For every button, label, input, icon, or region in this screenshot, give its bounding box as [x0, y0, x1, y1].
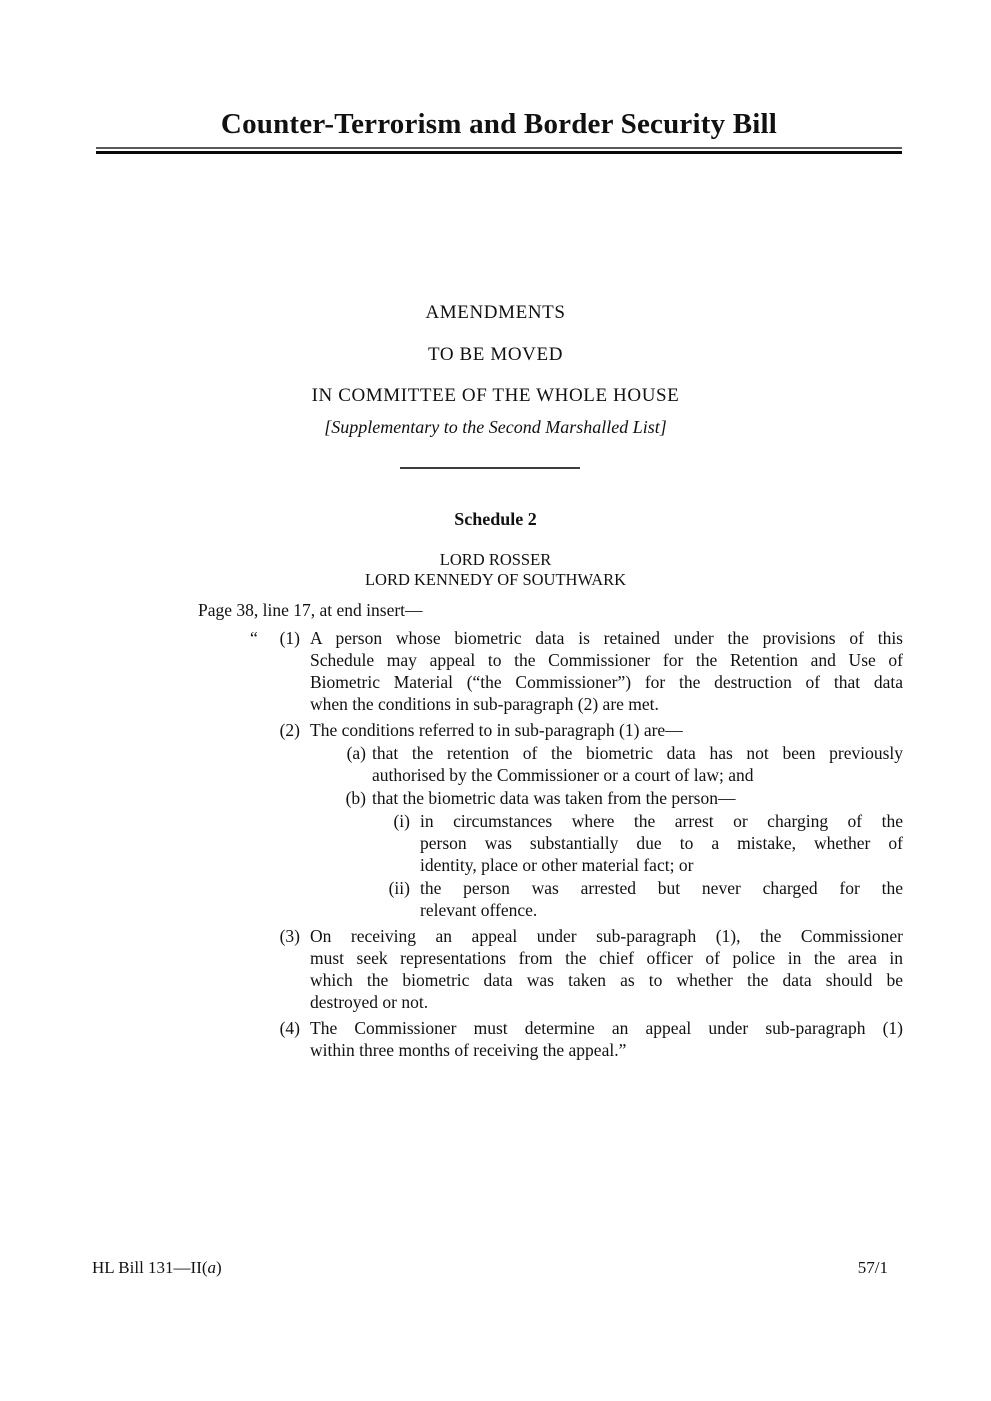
paragraph-line: in circumstances where the arrest or charging of the — [420, 811, 903, 831]
paragraph-line: identity, place or other material fact; or — [420, 855, 694, 875]
paragraph-line: Schedule may appeal to the Commissioner for the Retention and Use of — [310, 650, 903, 670]
paragraph-line: that the biometric data was taken from the person— — [372, 788, 736, 808]
document-title: Counter-Terrorism and Border Security Bill — [220, 108, 778, 140]
footer-bill-number: HL Bill 131—II(a) — [92, 1258, 222, 1277]
footer-serial-number: 57/1 — [857, 1258, 888, 1277]
paragraph-text — [420, 810, 903, 876]
paragraph-text — [372, 742, 903, 786]
paragraph-line: when the conditions in sub-paragraph (2) are met. — [310, 694, 659, 714]
paragraph-text — [420, 877, 903, 921]
paragraph-number: (4) — [279, 1018, 300, 1038]
heading-amendments: AMENDMENTS — [425, 302, 566, 323]
amendment-paragraph-i — [198, 810, 903, 876]
paragraph-line: destroyed or not. — [310, 992, 429, 1012]
paragraph-number: (a) — [346, 743, 366, 763]
paragraph-line: that the retention of the biometric data has not been previously — [372, 743, 903, 763]
paragraph-line: A person whose biometric data is retained under the provisions of this — [310, 628, 903, 648]
paragraph-text — [372, 787, 903, 809]
mover-name: LORD KENNEDY OF SOUTHWARK — [364, 570, 627, 589]
heading-to-be-moved: TO BE MOVED — [427, 344, 564, 365]
page-footer — [92, 1258, 888, 1278]
paragraph-line: person was substantially due to a mistake, whether of — [420, 833, 903, 853]
amendment-paragraph-ii — [198, 877, 903, 921]
heading-marshalled-list-note: [Supplementary to the Second Marshalled List] — [324, 417, 667, 437]
amendment-paragraph-b — [198, 787, 903, 809]
amendment-paragraph-3 — [198, 925, 903, 1013]
paragraph-number: (1) — [279, 628, 300, 648]
amendment-paragraph-1 — [198, 627, 903, 715]
paragraph-line: which the biometric data was taken as to whether the data should be — [310, 970, 903, 990]
heading-committee: IN COMMITTEE OF THE WHOLE HOUSE — [311, 385, 680, 406]
mover-name: LORD ROSSER — [439, 550, 552, 569]
section-separator-rule — [400, 467, 580, 469]
title-rule-thick — [96, 151, 902, 154]
opening-quote: “ — [250, 628, 258, 648]
paragraph-text — [310, 627, 903, 715]
paragraph-number: (3) — [279, 926, 300, 946]
paragraph-text — [310, 1017, 903, 1061]
amendment-paragraph-a — [198, 742, 903, 786]
paragraph-number: (i) — [393, 811, 410, 831]
amendment-body — [198, 623, 903, 1061]
paragraph-line: must seek representations from the chief officer of police in the area in — [310, 948, 903, 968]
paragraph-line: Biometric Material (“the Commissioner”) for the destruction of that data — [310, 672, 903, 692]
paragraph-number: (2) — [279, 720, 300, 740]
schedule-heading: Schedule 2 — [454, 509, 537, 529]
paragraph-line: relevant offence. — [420, 900, 538, 920]
amendment-paragraph-2 — [198, 719, 903, 741]
paragraph-line: within three months of receiving the appeal.” — [310, 1040, 627, 1060]
amendment-instruction: Page 38, line 17, at end insert— — [198, 600, 423, 620]
amendment-paragraph-4 — [198, 1017, 903, 1061]
paragraph-line: The conditions referred to in sub-paragraph (1) are— — [310, 720, 683, 740]
paragraph-text — [310, 719, 903, 741]
paragraph-line: The Commissioner must determine an appeal under sub-paragraph (1) — [310, 1018, 903, 1038]
paragraph-number: (b) — [345, 788, 366, 808]
paragraph-text — [310, 925, 903, 1013]
title-rule-thin — [96, 147, 902, 149]
paragraph-line: On receiving an appeal under sub-paragraph (1), the Commissioner — [310, 926, 903, 946]
paragraph-number: (ii) — [388, 878, 410, 898]
paragraph-line: authorised by the Commissioner or a court of law; and — [372, 765, 754, 785]
paragraph-line: the person was arrested but never charged for the — [420, 878, 903, 898]
